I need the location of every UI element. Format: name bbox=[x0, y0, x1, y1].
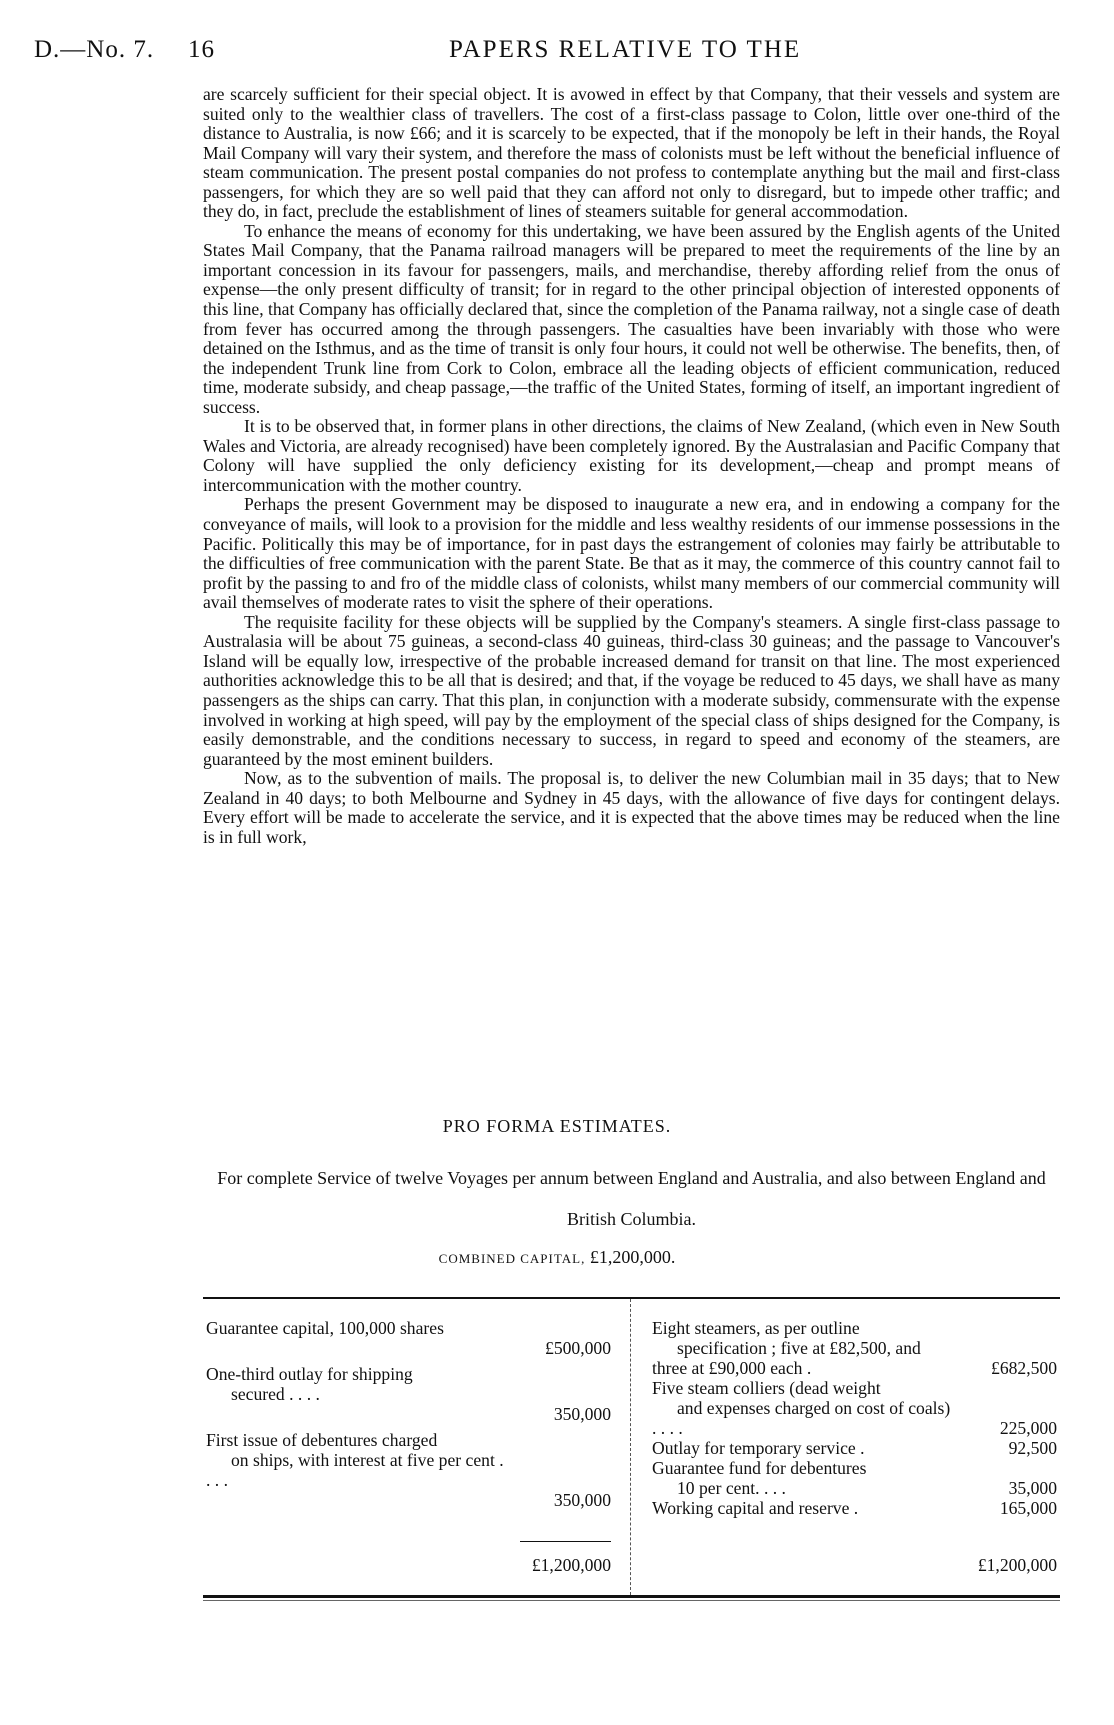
paragraph: The requisite facility for these objects will be supplied by the Company's steamers. A single first-class passage to Australasia will be about 75 guineas, a second-class 40 guineas, third-class 30 guineas; and the passage to Vancouver's Island will be equally low, irrespective of the probable increased demand for transit on that line. The most experienced authorities acknowledge this to be all that is desired; and that, if the voyage be reduced to 45 days, we shall have as many passengers as the ships can carry. That this plan, in conjunction with a moderate subsidy, commensurate with the expense involved in working at high speed, will pay by the employment of the special class of ships designed for the Company, is easily demonstrable, and the conditions necessary to success, in regard to speed and economy of the steamers, are guaranteed by the most eminent builders. bbox=[203, 611, 1060, 769]
row-amount: 225,000 bbox=[999, 1418, 1057, 1438]
table-row bbox=[652, 1378, 1057, 1438]
running-title: PAPERS RELATIVE TO THE bbox=[449, 36, 802, 63]
table-row bbox=[206, 1430, 611, 1510]
paragraph: Perhaps the present Government may be disposed to inaugurate a new era, and in endowing a company for the conveyance of mails, will look to a provision for the middle and less wealthy residents of our immense possessions in the Pacific. Politically this may be of importance, for in past days the estrangement of colonies may fairly be attributable to the difficulties of free communication with the parent State. Be that as it may, the commerce of this country cannot fail to profit by the passing to and fro of the middle class of colonists, whilst many members of our commercial community will avail themselves of moderate rates to visit the sphere of their operations. bbox=[203, 494, 1060, 613]
table-row bbox=[206, 1318, 611, 1358]
table-bottom-rule-thin bbox=[203, 1600, 1060, 1601]
document-reference: D.—No. 7. bbox=[34, 36, 155, 63]
table-bottom-rule bbox=[203, 1595, 1060, 1598]
page-number: 16 bbox=[188, 36, 215, 63]
table-row bbox=[652, 1498, 1057, 1518]
paragraph: are scarcely sufficient for their special object. It is avowed in effect by that Company, that their vessels and system are suited only to the wealthier class of travellers. The cost of a first-class passage to Colon, little over one-third of the distance to Australia, is now £66; and it is scarcely to be expected, that if the monopoly be left in their hands, the Royal Mail Company will vary their system, and therefore the mass of colonists must be left without the beneficial influence of steam communication. The present postal companies do not profess to contemplate anything but the mail and first-class passengers, for which they are so well paid that they can afford not only to disregard, but to impede other traffic; and they do, in fact, preclude the establishment of lines of steamers suitable for general accommodation. bbox=[203, 84, 1060, 222]
row-amount: 350,000 bbox=[553, 1404, 611, 1424]
row-label: Five steam colliers (dead weight and expenses charged on cost of coals) . . . . bbox=[652, 1378, 951, 1438]
row-label: Eight steamers, as per outline specification ; five at £82,500, and three at £90,000 each . bbox=[652, 1318, 921, 1378]
sum-rule bbox=[520, 1541, 611, 1542]
row-label: Working capital and reserve . bbox=[652, 1498, 859, 1518]
row-amount: 92,500 bbox=[1008, 1438, 1057, 1458]
paragraph: It is to be observed that, in former plans in other directions, the claims of New Zealand, (which even in New South Wales and Victoria, are already recognised) have been completely ignored. By the Australasian and Pacific Company that Colony will have supplied the only deficiency existing for its development,—cheap and prompt means of intercommunication with the mother country. bbox=[203, 416, 1060, 495]
row-amount: 35,000 bbox=[1008, 1478, 1057, 1498]
estimates-subtitle: For complete Service of twelve Voyages per annum between England and Australia, and also between England and British Columbia. bbox=[217, 1168, 1046, 1229]
row-amount: £682,500 bbox=[991, 1358, 1057, 1378]
capital-sources-table bbox=[206, 1318, 611, 1510]
column-divider bbox=[630, 1299, 631, 1595]
left-total: £1,200,000 bbox=[531, 1555, 611, 1575]
row-amount: 350,000 bbox=[553, 1490, 611, 1510]
row-label: First issue of debentures charged on ships, with interest at five per cent . . . . bbox=[206, 1430, 504, 1490]
table-row bbox=[652, 1458, 1057, 1498]
row-amount: 165,000 bbox=[999, 1498, 1057, 1518]
estimates-heading: PRO FORMA ESTIMATES. bbox=[442, 1116, 672, 1136]
paragraph: Now, as to the subvention of mails. The proposal is, to deliver the new Columbian mail in 35 days; that to New Zealand in 40 days; to both Melbourne and Sydney in 45 days, with the allowance of five days for contingent delays. Every effort will be made to accelerate the service, and it is expected that the above times may be reduced when the line is in full work, bbox=[203, 768, 1060, 847]
table-row bbox=[206, 1364, 611, 1424]
row-label: One-third outlay for shipping secured . . . . bbox=[206, 1364, 413, 1404]
table-top-rule bbox=[203, 1297, 1060, 1299]
combined-capital bbox=[0, 1247, 1114, 1268]
paragraph: To enhance the means of economy for this undertaking, we have been assured by the English agents of the United States Mail Company, that the Panama railroad managers will be prepared to meet the requirements of the line by an important concession in its favour for passengers, mails, and merchandise, thereby affording relief from the onus of expense—the only present difficulty of transit; for in regard to the other principal objection of interested opponents of this line, that Company has officially declared that, since the completion of the Panama railway, not a single case of death from fever has occurred among the through passengers. The casualties have been invariably with those who were detained on the Isthmus, and as the time of transit is only four hours, it could not well be otherwise. The benefits, then, of the independent Trunk line from Cork to Colon, embrace all the leading objects of efficient communication, reduced time, moderate subsidy, and cheap passage,—the traffic of the United States, forming of itself, an important ingredient of success. bbox=[203, 220, 1060, 417]
row-label: Guarantee capital, 100,000 shares bbox=[206, 1318, 444, 1338]
running-head bbox=[34, 36, 1054, 68]
combined-capital-value: £1,200,000. bbox=[589, 1247, 676, 1267]
row-label: Guarantee fund for debentures 10 per cent. . . . bbox=[652, 1458, 867, 1498]
row-amount: £500,000 bbox=[545, 1338, 611, 1358]
body-text bbox=[203, 85, 1060, 847]
combined-capital-label: COMBINED CAPITAL, bbox=[438, 1251, 586, 1266]
row-label: Outlay for temporary service . bbox=[652, 1438, 865, 1458]
table-row bbox=[652, 1318, 1057, 1378]
right-total: £1,200,000 bbox=[977, 1555, 1057, 1575]
table-row bbox=[652, 1438, 1057, 1458]
capital-uses-table bbox=[652, 1318, 1057, 1518]
